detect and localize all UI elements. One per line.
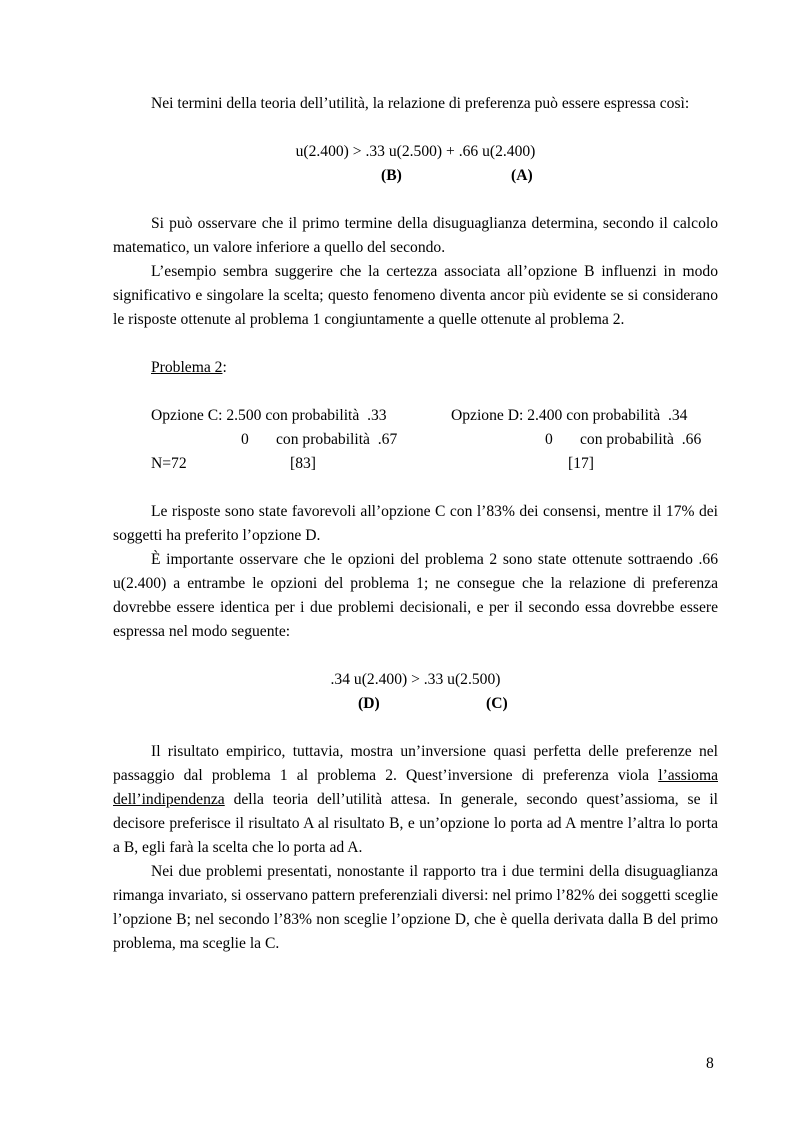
paragraph-observation: Si può osservare che il primo termine della disuguaglianza determina, secondo il calcolo matematico, un valore inferiore a quello del secondo. <box>113 215 718 256</box>
paragraph-utility-intro: Nei termini della teoria dell’utilità, la relazione di preferenza può essere espressa così: <box>151 95 690 112</box>
paragraph-empirical-text-a: Il risultato empirico, tuttavia, mostra un’inversione quasi perfetta delle preferenze nel passaggio dal problema 1 al problema 2. Quest’inversione di preferenza viola <box>113 743 718 784</box>
option-c-line-2: con probabilità .67 <box>276 431 398 448</box>
document-page <box>113 92 718 956</box>
formula-1 <box>113 140 718 188</box>
paragraph-importance: È importante osservare che le opzioni del problema 2 sono state ottenute sottraendo .66 u(2.400) a entrambe le opzioni del problema 1; ne consegue che la relazione di preferenza dovrebbe essere identica per i due problemi decisionali, e per il secondo essa dovrebbe essere espressa nel modo seguente: <box>113 551 718 640</box>
problem-2-heading <box>113 356 718 380</box>
option-d-line-2: con probabilità .66 <box>580 431 702 448</box>
option-c-result: [83] <box>290 455 316 472</box>
option-d-result: [17] <box>568 455 594 472</box>
option-d-line-1: Opzione D: 2.400 con probabilità .34 <box>451 407 688 424</box>
formula-1-expression: u(2.400) > .33 u(2.500) + .66 u(2.400) <box>295 143 536 160</box>
problem-2-title: Problema 2 <box>151 359 223 376</box>
page-number: 8 <box>706 1055 714 1072</box>
option-d-zero: 0 <box>545 431 553 448</box>
sample-size: N=72 <box>151 455 187 472</box>
paragraph-example: L’esempio sembra suggerire che la certezza associata all’opzione B influenzi in modo significativo e singolare la scelta; questo fenomeno diventa ancor più evidente se si considerano le risposte ottenute al problema 1 congiuntamente a quelle ottenute al problema 2. <box>113 263 718 328</box>
option-c-line-1: Opzione C: 2.500 con probabilità .33 <box>151 407 387 424</box>
problem-2-options <box>113 404 718 476</box>
formula-2-expression: .34 u(2.400) > .33 u(2.500) <box>330 671 501 688</box>
problem-2-colon: : <box>222 359 227 376</box>
paragraph-empirical-text-b: della teoria dell’utilità attesa. In generale, secondo quest’assioma, se il decisore preferisce il risultato A al risultato B, e un’opzione lo porta ad A mentre l’altra lo porta a B, egli farà la scelta che lo porta ad A. <box>113 791 718 856</box>
formula-2-label-c: (C) <box>486 695 508 712</box>
paragraph-empirical-result <box>113 740 718 860</box>
formula-2 <box>113 668 718 716</box>
paragraph-conclusion: Nei due problemi presentati, nonostante il rapporto tra i due termini della disuguaglianza rimanga invariato, si osservano pattern preferenziali diversi: nel primo l’82% dei soggetti sceglie l’opzione B; nel secondo l’83% non sceglie l’opzione D, che è quella derivata dalla B del primo problema, ma sceglie la C. <box>113 863 718 952</box>
formula-1-label-a: (A) <box>511 167 533 184</box>
paragraph-responses: Le risposte sono state favorevoli all’opzione C con l’83% dei consensi, mentre il 17% dei soggetti ha preferito l’opzione D. <box>113 503 718 544</box>
formula-2-label-d: (D) <box>358 695 380 712</box>
option-c-zero: 0 <box>241 431 249 448</box>
formula-1-label-b: (B) <box>381 167 402 184</box>
independence-axiom-term: l’assioma dell’indipendenza <box>113 767 718 808</box>
